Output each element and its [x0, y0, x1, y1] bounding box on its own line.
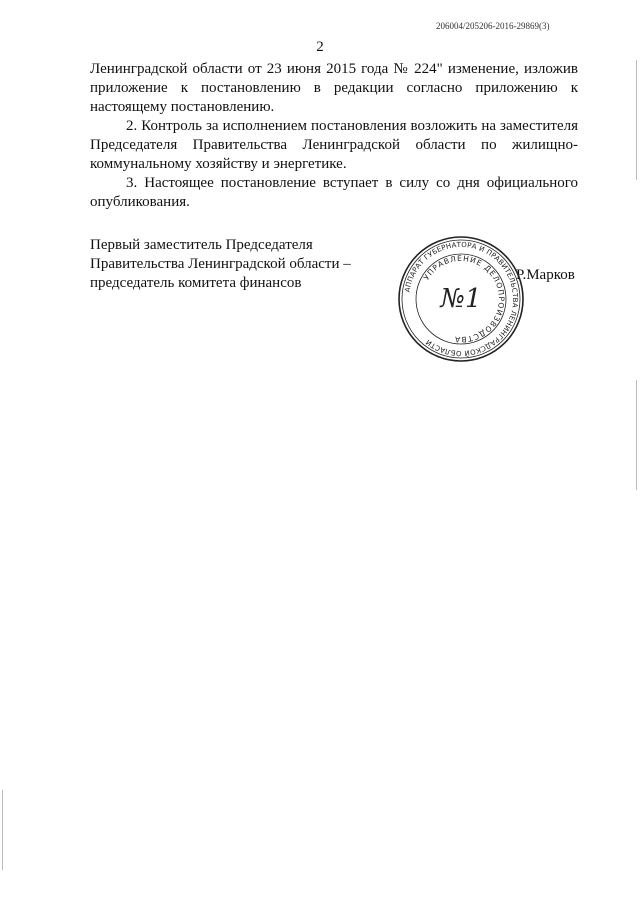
- signatory-title-line-3: председатель комитета финансов: [90, 275, 302, 291]
- document-id: 206004/205206-2016-29869(3): [436, 21, 550, 31]
- scan-edge-line: [636, 60, 637, 180]
- scan-edge-line: [2, 790, 3, 870]
- signatory-name: Р.Марков: [516, 267, 575, 283]
- paragraph-continuation: Ленинградской области от 23 июня 2015 года № 224" изменение, изложив приложение к постановлению в редакции согласно приложению к настоящему постановлению.: [90, 61, 578, 115]
- paragraph-effective: 3. Настоящее постановление вступает в силу со дня официального опубликования.: [90, 175, 578, 210]
- stamp-inner-text: УПРАВЛЕНИЕ ДЕЛОПРОИЗВОДСТВА: [421, 253, 507, 345]
- page-number: 2: [316, 39, 324, 55]
- document-body: [90, 60, 578, 212]
- stamp-outer-text: АППАРАТ ГУБЕРНАТОРА И ПРАВИТЕЛЬСТВА ЛЕНИНГРАДСКОЙ ОБЛАСТИ: [403, 240, 520, 358]
- stamp-number: №1: [440, 284, 482, 314]
- signatory-title-line-2: Правительства Ленинградской области –: [90, 256, 351, 272]
- official-stamp: [396, 234, 526, 364]
- signatory-title: [90, 236, 390, 293]
- signatory-title-line-1: Первый заместитель Председателя: [90, 237, 313, 253]
- paragraph-control: 2. Контроль за исполнением постановления возложить на заместителя Председателя Правительства Ленинградской области по жилищно-коммунальному хозяйству и энергетике.: [90, 118, 578, 172]
- scan-edge-line: [636, 380, 637, 490]
